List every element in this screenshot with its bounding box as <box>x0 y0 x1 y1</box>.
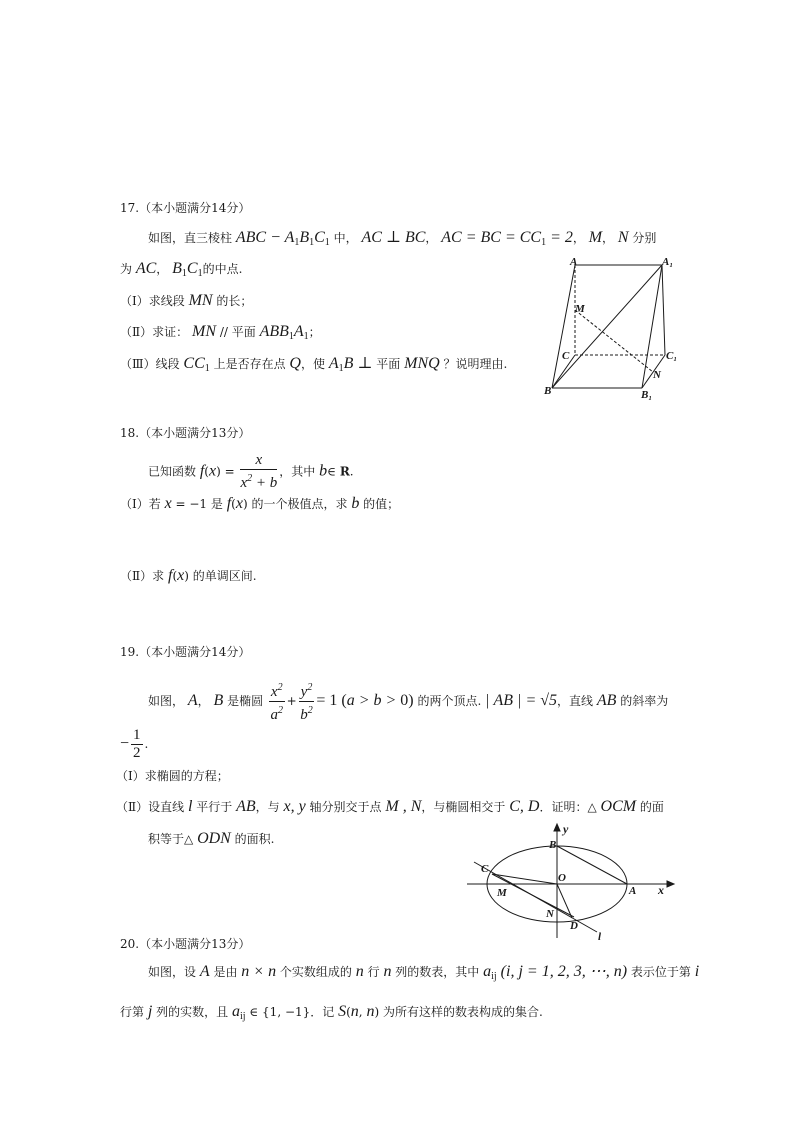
q19-text: 的两个顶点. <box>417 694 482 708</box>
math-b-vertex: B <box>213 692 224 709</box>
q17-text: ， <box>572 231 585 245</box>
math-prism: ABC − $A_1B_1C_1$ <box>235 229 330 248</box>
q17-text: ？说明理由. <box>443 357 508 371</box>
math-cd: C, D <box>509 798 540 815</box>
segment-od <box>557 884 572 918</box>
math-b-in-r: b <box>319 462 328 480</box>
q17-text: ，使 <box>300 357 325 371</box>
math-fx2: f <box>226 495 232 512</box>
q17-part3 <box>120 354 507 379</box>
q17-text: （Ⅱ）求证： <box>120 325 189 339</box>
q17-text: 如图，直三棱柱 <box>148 231 233 245</box>
q20-line1 <box>148 960 699 989</box>
math-xy: x, y <box>283 798 306 815</box>
q17-text: 平面 <box>231 325 256 339</box>
q17-text: 的长； <box>216 294 253 308</box>
q18-text: ，其中 <box>279 464 316 479</box>
label-n-point: N <box>546 908 554 920</box>
math-n-rows: n <box>355 963 364 980</box>
math-ab: AB <box>596 692 617 709</box>
math-frac-x2: $\frac{x^2}{a^2}$ <box>269 679 285 724</box>
q19-text: 积等于△ <box>148 832 194 846</box>
q20-text: 个实数组成的 <box>279 965 352 979</box>
q19-text: ．证明：△ <box>539 800 597 814</box>
math-n-cols: n <box>383 963 392 980</box>
label-d-point: D <box>570 920 578 932</box>
q19-text: 如图， <box>148 694 185 708</box>
q18-text: 的一个极值点，求 <box>251 497 348 511</box>
math-a1b: $A_1B$ ⊥ <box>328 355 373 374</box>
q20-text: 行第 <box>120 1005 145 1019</box>
q17-text: ， <box>156 262 169 276</box>
math-mn-parallel: MN <box>192 323 216 340</box>
label-a1: A₁ <box>662 256 674 268</box>
math-i: i <box>694 963 700 980</box>
q17-text: 为 <box>120 262 133 276</box>
q18-part1: （Ⅰ）若 x = −1 是 f(x) 的一个极值点，求 b 的值； <box>120 495 400 512</box>
math-q: Q <box>289 355 301 372</box>
label-b-point: B <box>549 839 557 851</box>
math-a: A <box>187 692 198 709</box>
math-fx: f <box>199 462 205 480</box>
q20-text: 是由 <box>213 965 238 979</box>
q19-text: ， <box>197 694 210 708</box>
q17-text: ， <box>425 231 438 245</box>
q20-line2: 行第 j 列的实数，且 $a_{ij}$ ∈ {1, −1}．记 S(n, n) 为所有这样的数表构成的集合. <box>120 1003 543 1022</box>
label-a: A <box>570 256 578 268</box>
q19-text: 是椭圆 <box>227 694 264 708</box>
q17-heading: 17.（本小题满分14分） <box>120 201 251 215</box>
prism-figure <box>540 255 690 400</box>
math-perp: AC ⊥ BC <box>361 229 426 246</box>
q18-text: 的单调区间. <box>192 569 257 583</box>
q17-text: 的中点. <box>202 262 243 276</box>
math-n-times-n: n × n <box>241 963 277 980</box>
q19-text: ，直线 <box>557 694 594 708</box>
math-snn: S <box>338 1003 347 1020</box>
q19-intro: 如图， A， B 是椭圆 $\frac{x^2}{a^2}$ + $\frac{y^2}{b^2}$ = 1 (a > b > 0) 的两个顶点. | AB | = √5，直线 AB 的斜率为 <box>148 679 668 724</box>
q20-text: ．记 <box>310 1005 335 1019</box>
q19-text: 轴分别交于点 <box>309 800 382 814</box>
label-n: N <box>653 369 661 381</box>
x-axis-arrow <box>667 881 674 887</box>
q20-text: 为所有这样的数表构成的集合. <box>382 1005 543 1019</box>
q18-text: 是 <box>210 497 223 511</box>
edge-a1-c1 <box>662 265 665 355</box>
math-r: R <box>339 464 350 479</box>
q19-text: 平行于 <box>196 800 233 814</box>
q17-text: ， <box>602 231 615 245</box>
math-frac-half: $\frac{1}{2}$ <box>133 727 141 761</box>
math-x-eq: x <box>164 495 172 512</box>
math-fraction-f: $\frac{x}{x^2 + b}$ <box>240 452 278 491</box>
label-o: O <box>558 872 566 884</box>
math-fx3: f <box>168 567 173 584</box>
q18-intro: 已知函数 f(x) = $\frac{x}{x^2 + b}$ ，其中 b∈ R. <box>148 452 354 491</box>
q18-text: 的值； <box>363 497 400 511</box>
q17-text: 分别 <box>632 231 657 245</box>
q19-text: 的面 <box>639 800 664 814</box>
q19-part1: （Ⅰ）求椭圆的方程； <box>116 769 229 783</box>
label-m-point: M <box>497 887 507 899</box>
q17-part2: （Ⅱ）求证： MN // 平面 $ABB_1A_1$； <box>120 323 321 342</box>
label-c: C <box>562 350 570 362</box>
math-abs-ab: | AB | = √5 <box>485 692 558 709</box>
q17-text: （Ⅲ）线段 <box>120 357 180 371</box>
q20-text: 行 <box>367 965 380 979</box>
segment-ab <box>557 846 627 884</box>
q19-text: 的面积. <box>234 832 275 846</box>
q19-text: 的斜率为 <box>620 694 669 708</box>
q20-text: 表示位于第 <box>630 965 691 979</box>
q19-slope: − $\frac{1}{2}$ . <box>120 727 149 761</box>
math-mn: MN <box>188 292 213 309</box>
math-a-table: A <box>199 963 210 980</box>
math-odn: ODN <box>197 830 231 847</box>
q17-intro-line1 <box>148 228 656 253</box>
label-b1: B₁ <box>641 389 653 400</box>
q18-text: （Ⅱ）求 <box>120 569 165 583</box>
math-m: M <box>588 229 603 246</box>
q17-text: （Ⅰ）求线段 <box>120 294 185 308</box>
label-m: M <box>575 303 585 315</box>
q20-heading: 20.（本小题满分13分） <box>120 937 251 951</box>
label-c1: C₁ <box>666 350 678 362</box>
math-mnq: MNQ <box>404 355 440 372</box>
q18-text: 已知函数 <box>148 464 197 479</box>
math-aij-set: $a_{ij}$ <box>231 1003 246 1022</box>
q20-text: 如图，设 <box>148 965 197 979</box>
math-ac: AC <box>135 260 157 277</box>
q20-text: 列的数表，其中 <box>395 965 480 979</box>
q19-text: ，与椭圆相交于 <box>421 800 506 814</box>
math-frac-y2: $\frac{y^2}{b^2}$ <box>299 679 315 724</box>
y-axis-arrow <box>554 824 560 831</box>
label-l-line: l <box>598 931 602 943</box>
q19-text: ，与 <box>255 800 280 814</box>
math-mn2: M , N <box>385 798 422 815</box>
math-b: b <box>351 495 360 512</box>
math-l: l <box>188 798 193 815</box>
q19-heading: 19.（本小题满分14分） <box>120 645 251 659</box>
math-aij: $a_{ij}$ (i, j = 1, 2, 3, ⋯, n) <box>483 963 628 982</box>
label-c-point: C <box>481 863 489 875</box>
q19-part2-line2 <box>148 829 275 849</box>
q20-text: 列的实数，且 <box>156 1005 229 1019</box>
math-j: j <box>147 1003 153 1020</box>
math-b1c1: $B_1C_1$ <box>172 260 203 279</box>
label-x: x <box>658 883 664 897</box>
q17-text: ； <box>308 325 321 339</box>
q17-intro-line2 <box>120 259 242 284</box>
q18-heading: 18.（本小题满分13分） <box>120 426 251 440</box>
q19-part2-line1 <box>116 797 664 817</box>
label-y: y <box>563 822 569 836</box>
label-b: B <box>544 385 552 397</box>
math-equal: AC = BC = $CC_1 = 2$ <box>441 229 573 248</box>
edge-a-b <box>552 265 575 388</box>
q17-part1 <box>120 291 252 311</box>
q18-text: （Ⅰ）若 <box>120 497 161 511</box>
q19-text: （Ⅱ）设直线 <box>116 800 185 814</box>
math-ab2: AB <box>236 798 256 815</box>
q17-text: 中， <box>333 231 358 245</box>
math-ocm: OCM <box>600 798 637 815</box>
label-a-point: A <box>629 885 637 897</box>
q17-text: 上是否存在点 <box>213 357 286 371</box>
ellipse-figure <box>462 820 677 945</box>
math-cc1: $CC_1$ <box>183 355 210 374</box>
math-n: N <box>617 229 629 246</box>
q17-text: 平面 <box>376 357 401 371</box>
q18-part2: （Ⅱ）求 f(x) 的单调区间. <box>120 567 257 584</box>
math-plane: $ABB_1A_1$ <box>259 323 309 342</box>
